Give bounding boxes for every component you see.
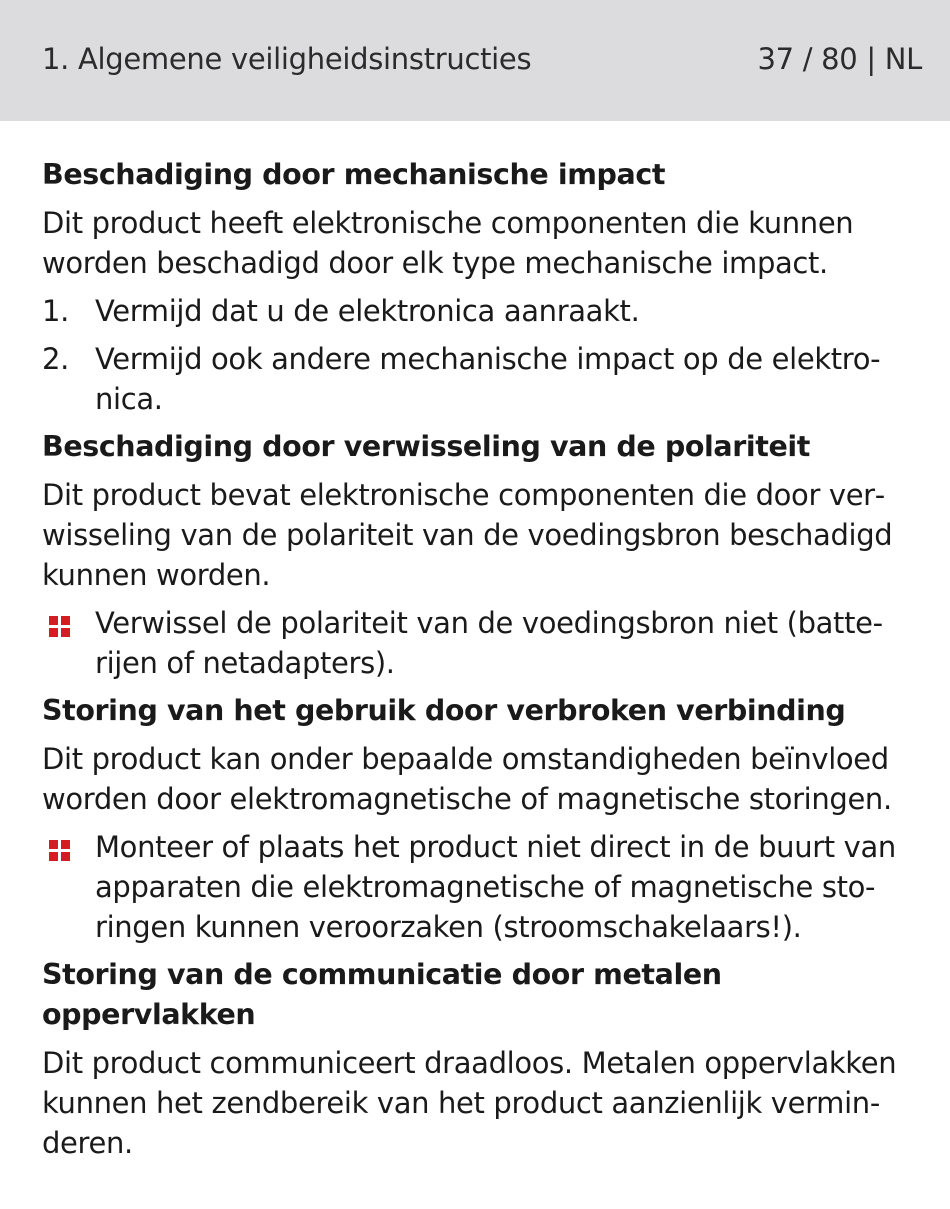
section-paragraph: Dit product bevat elektronische componenten die door verwisseling van de polariteit van de voedingsbron beschadigd kunnen worden. (42, 478, 893, 592)
list-item-text: Verwissel de polariteit van de voedingsbron niet (batterijen of netadapters). (95, 606, 884, 680)
section-heading: Beschadiging door mechanische impact (42, 158, 666, 191)
section-paragraph: Dit product communiceert draadloos. Metalen oppervlakken kunnen het zendbereik van het product aanzienlijk verminderen. (42, 1046, 897, 1160)
section-metal-surfaces (42, 955, 924, 1163)
section-paragraph: Dit product kan onder bepaalde omstandigheden beïnvloed worden door elektromagnetische of magnetische storingen. (42, 742, 892, 816)
red-four-squares-bullet-icon (49, 840, 71, 862)
section-heading: Storing van de communicatie door metalen oppervlakken (42, 958, 722, 1031)
list-item-text: Monteer of plaats het product niet direct in de buurt van apparaten die elektromagnetische of magnetische storingen kunnen veroorzaken (stroomschakelaars!). (95, 830, 896, 944)
page-info: 37 / 80 | NL (757, 42, 922, 76)
document-body (0, 121, 950, 1163)
section-title: 1. Algemene veiligheidsinstructies (42, 42, 532, 76)
section-heading: Storing van het gebruik door verbroken verbinding (42, 694, 846, 727)
list-item (42, 603, 924, 683)
list-number: 2. (42, 342, 69, 376)
list-item (42, 827, 924, 947)
section-connection-failure (42, 691, 924, 947)
list-item-text: Vermijd dat u de elektronica aanraakt. (95, 294, 640, 328)
section-paragraph: Dit product heeft elektronische componenten die kunnen worden beschadigd door elk type mechanische impact. (42, 206, 854, 280)
red-four-squares-bullet-icon (49, 616, 71, 638)
section-mechanical-impact (42, 155, 924, 419)
list-item (42, 291, 924, 331)
page-header (0, 0, 950, 121)
section-heading: Beschadiging door verwisseling van de polariteit (42, 430, 811, 463)
list-item (42, 339, 924, 419)
section-polarity (42, 427, 924, 683)
list-number: 1. (42, 294, 69, 328)
list-item-text: Vermijd ook andere mechanische impact op de elektronica. (95, 342, 881, 416)
